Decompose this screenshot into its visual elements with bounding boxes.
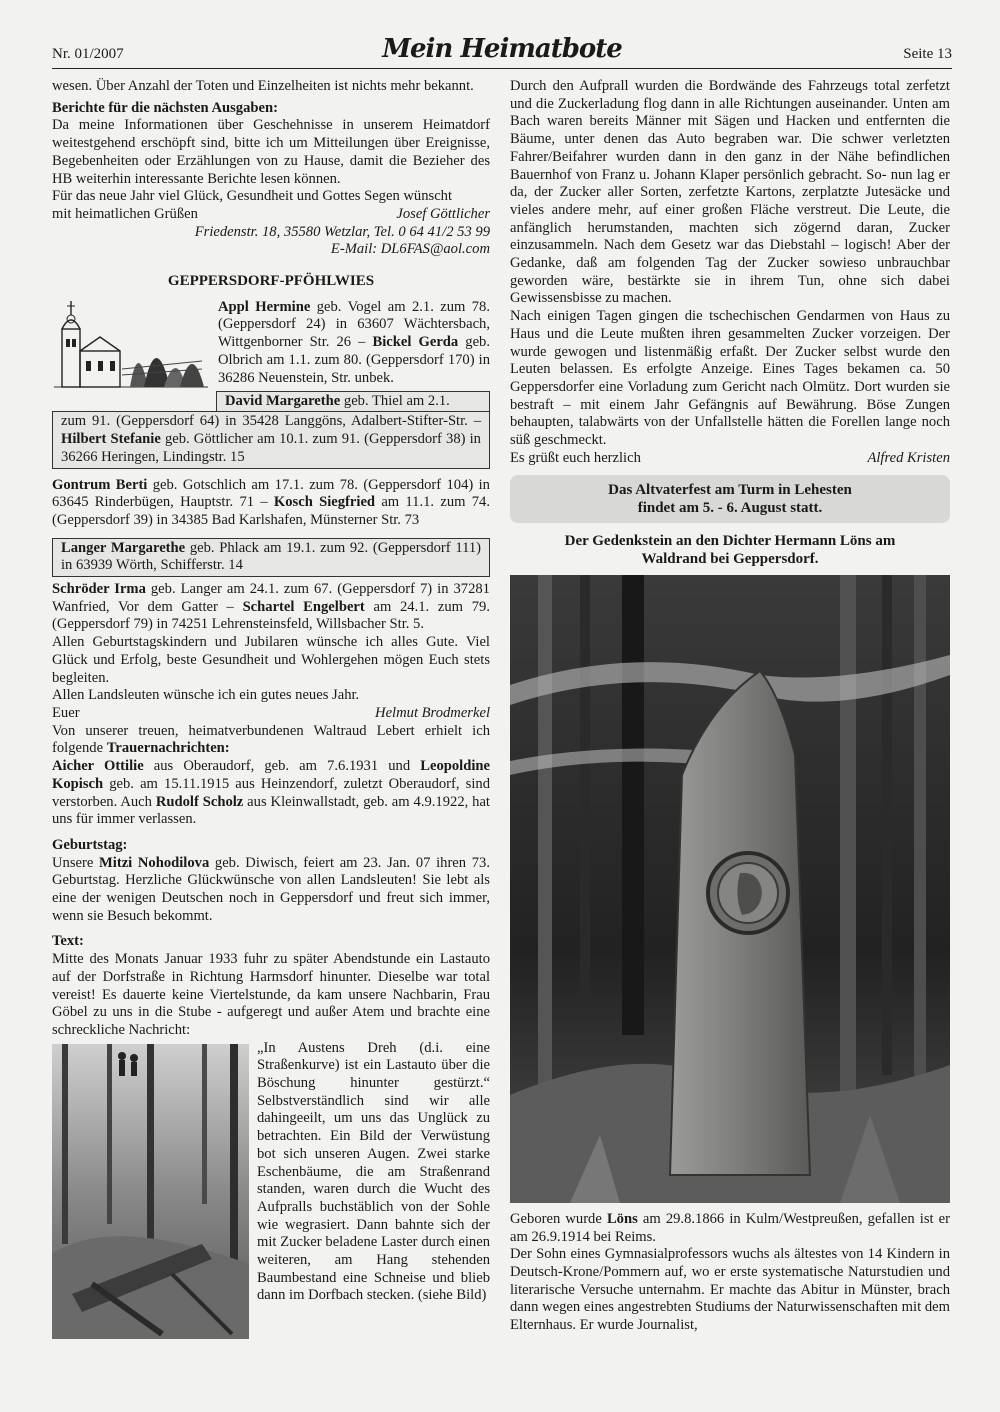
paragraph: wesen. Über Anzahl der Toten und Einzelheiten ist nichts mehr bekannt. (52, 78, 474, 94)
signature-line: Euer Helmut Brodmerkel (52, 704, 490, 721)
highlight-box: Langer Margarethe geb. Phlack am 19.1. zum 92. (Geppersdorf 111) in 63939 Wörth, Schifferstr. 14 (52, 538, 490, 577)
section-title: GEPPERSDORF-PFÖHLWIES (167, 273, 375, 290)
issue-number: Nr. 01/2007 (52, 46, 124, 62)
paragraph: Durch den Aufprall wurden die Bordwände des Fahrzeugs total zerfetzt und die Zuckerladung flog dann in alle Richtungen auseinander. Unten am Bach waren bereits Männer mit Sägen und Hacken und entfernten die Bäume, unter denen das Auto begraben war. Die schwer verletzten Fahrer/Beifahrer wurden dann in den ganz in der Nähe befindlichen Bauernhof von Franz u. Johann Klaper persönlich gebracht. So- nun lag er da, der Zucker aller Sorten, zerfetzte Kartons, zerplatzte Jutesäcke und vieles andere mehr, auf einer großen Fläche verstreut. Die Leute, die anfänglich herumstanden, machten sich zögernd daran, Zucker einzusammeln. Nach dem Gesetz war das Diebstahl – logisch! Aber der Gedanke, daß am folgenden Tag der Zucker sowieso unbrauchbar geworden wäre, bestärkte sie in ihrem Tun, ohne sich dabei Gewissensbisse zu machen. (510, 78, 950, 307)
subheading: Geburtstag: (52, 836, 128, 853)
memorial-stone-photo (510, 575, 950, 1203)
paragraph: Aicher Ottilie aus Oberaudorf, geb. am 7.6.1931 und Leopoldine Kopisch geb. am 15.11.1915 aus Heinzendorf, zuletzt Oberaudorf, sind verstorben. Auch Rudolf Scholz aus Kleinwallstadt, geb. am 4.9.1922, hat uns für immer verlassen. (52, 758, 490, 828)
author-name: Josef Göttlicher (396, 205, 490, 222)
announcement-banner: Das Altvaterfest am Turm in Lehesten findet am 5. - 6. August statt. (510, 475, 950, 523)
paragraph: Für das neue Jahr viel Glück, Gesundheit und Gottes Segen wünscht (52, 188, 453, 205)
page-header (52, 34, 952, 69)
left-column (52, 78, 490, 1339)
church-entry (52, 299, 490, 391)
paragraph: Unsere Mitzi Nohodilova geb. Diwisch, feiert am 23. Jan. 07 ihren 73. Geburtstag. Herzliche Glückwünsche von allen Landsleuten! Sie lebt als eine der wenigen Deutschen noch in Geppersdorf und freut sich immer, wenn sie Besuch bekommt. (52, 854, 490, 924)
birthday-entry: Appl Hermine geb. Vogel am 2.1. zum 78. (Geppersdorf 24) in 63607 Wächtersbach, Wittgenborner Str. 26 – Bickel Gerda geb. Olbrich am 1.1. zum 80. (Geppersdorf 170) in 36286 Neuenstein, Str. unbek. (218, 298, 490, 386)
subheading: Berichte für die nächsten Ausgaben: (52, 99, 278, 116)
birthday-entry: Gontrum Berti geb. Gotschlich am 17.1. zum 78. (Geppersdorf 104) in 63645 Rinderbügen, Hauptstr. 71 – Kosch Siegfried am 11.1. zum 74. (Geppersdorf 39) in 34385 Bad Karlshafen, Münsterner Str. 73 (52, 476, 490, 528)
paragraph: Nach einigen Tagen gingen die tschechischen Gendarmen von Haus zu Haus und die Leute mußten ihren gesammelten Zucker vorzeigen. Der wurde gewogen und listenmäßig erfaßt. Der Zucker selbst wurde den Leuten belassen. Es erfolgte Anzeige. Eines Tages bekamen ca. 50 Geppersdorfer eine Vorladung zum Gericht nach Olmütz. Dort wurden sie bestraft – mit einem Jahr Gefängnis auf Bewährung. Böse Zungen behaupten, talabwärts von der Unfallstelle hätten die Forellen lange noch süß geschmeckt. (510, 308, 950, 449)
accident-photo (52, 1044, 249, 1339)
paragraph: Allen Geburtstagskindern und Jubilaren wünsche ich alles Gute. Viel Glück und Erfolg, beste Gesundheit und Wohlergehen mögen Euch stets begleiten. (52, 634, 490, 686)
paragraph: Von unserer treuen, heimatverbundenen Waltraud Lebert erhielt ich folgende Trauernachrichten: (52, 722, 490, 757)
author-address: Friedenstr. 18, 35580 Wetzlar, Tel. 0 64 41/2 53 99 (194, 223, 490, 240)
highlight-box-top: David Margarethe geb. Thiel am 2.1. (216, 391, 490, 412)
accident-story (52, 1040, 490, 1306)
signature-line: Es grüßt euch herzlich Alfred Kristen (510, 449, 950, 466)
subheading: Text: (52, 933, 84, 950)
right-column (510, 78, 950, 1335)
birthday-entry: Schröder Irma geb. Langer am 24.1. zum 67. (Geppersdorf 7) in 37281 Wanfried, Vor dem Gatter – Schartel Engelbert am 24.1. zum 79. (Geppersdorf 79) in 74251 Lehrensteinsfeld, Willsbacher Str. 5. (52, 581, 490, 633)
signature-line: mit heimatlichen Grüßen Josef Göttlicher (52, 205, 490, 222)
paragraph: Der Sohn eines Gymnasialprofessors wuchs als ältestes von 14 Kindern in Deutsch-Krone/Pommern auf, wo er erste systematische Naturstudien und literarische Versuche unternahm. Er machte das Abitur in Münster, brach dann wegen eines angestrebten Studiums der Naturwissenschaften mit dem Elternhaus. Er wurde Journalist, (510, 1246, 950, 1334)
author-name: Helmut Brodmerkel (375, 704, 490, 721)
paragraph: Geboren wurde Löns am 29.8.1866 in Kulm/Westpreußen, gefallen ist er am 26.9.1914 bei Reims. (510, 1210, 951, 1245)
paragraph: Da meine Informationen über Geschehnisse in unserem Heimatdorf weitestgehend erschöpft sind, bitte ich um Mitteilungen über Ereignisse, Begebenheiten oder Erzählungen von zu Hause, damit die Bezieher des HB weiterhin interessante Berichte lesen können. (52, 117, 490, 187)
author-name: Alfred Kristen (867, 449, 950, 466)
page-number: Seite 13 (903, 46, 952, 62)
paragraph: Allen Landsleuten wünsche ich ein gutes neues Jahr. (52, 687, 360, 704)
masthead-logo: Mein Heimatbote (382, 34, 622, 64)
paragraph: Mitte des Monats Januar 1933 fuhr zu später Abendstunde ein Lastauto auf der Dorfstraße in Richtung Harmsdorf hinunter. Dieselbe war total vereist! Es dauerte keine Viertelstunde, da kam unsere Nachbarin, Frau Göbel zu uns in die Stube - aufgeregt und außer Atem und brachte eine schreckliche Nachricht: (52, 951, 490, 1038)
highlight-box: zum 91. (Geppersdorf 64) in 35428 Langgöns, Adalbert-Stifter-Str. – Hilbert Stefanie geb. Göttlicher am 10.1. zum 91. (Geppersdorf 38) in 36266 Heringen, Lindingstr. 15 (52, 411, 490, 468)
author-email: E-Mail: DL6FAS@aol.com (330, 241, 490, 258)
paragraph: „In Austens Dreh (d.i. eine Straßenkurve) ist ein Lastauto über die Böschung hinunter gestürzt.“ Selbstverständlich sind wir alle dahingeeilt, um uns das Unglück zu betrachten. Ein Bild der Verwüstung bot sich unseren Augen. Zwei starke Eschenbäume, die am Straßenrand standen, waren durch die Wucht des Aufpralls buchstäblich von der Sohle wie wegrasiert. Dann bahnte sich der mit Zucker beladene Laster durch einen weiteren, am Hang stehenden Baumbestand eine Schneise und blieb dann im Dorfbach stecken. (siehe Bild) (257, 1039, 490, 1304)
article-title: Der Gedenkstein an den Dichter Hermann Löns am Waldrand bei Geppersdorf. (564, 533, 896, 568)
church-illustration (52, 299, 210, 391)
